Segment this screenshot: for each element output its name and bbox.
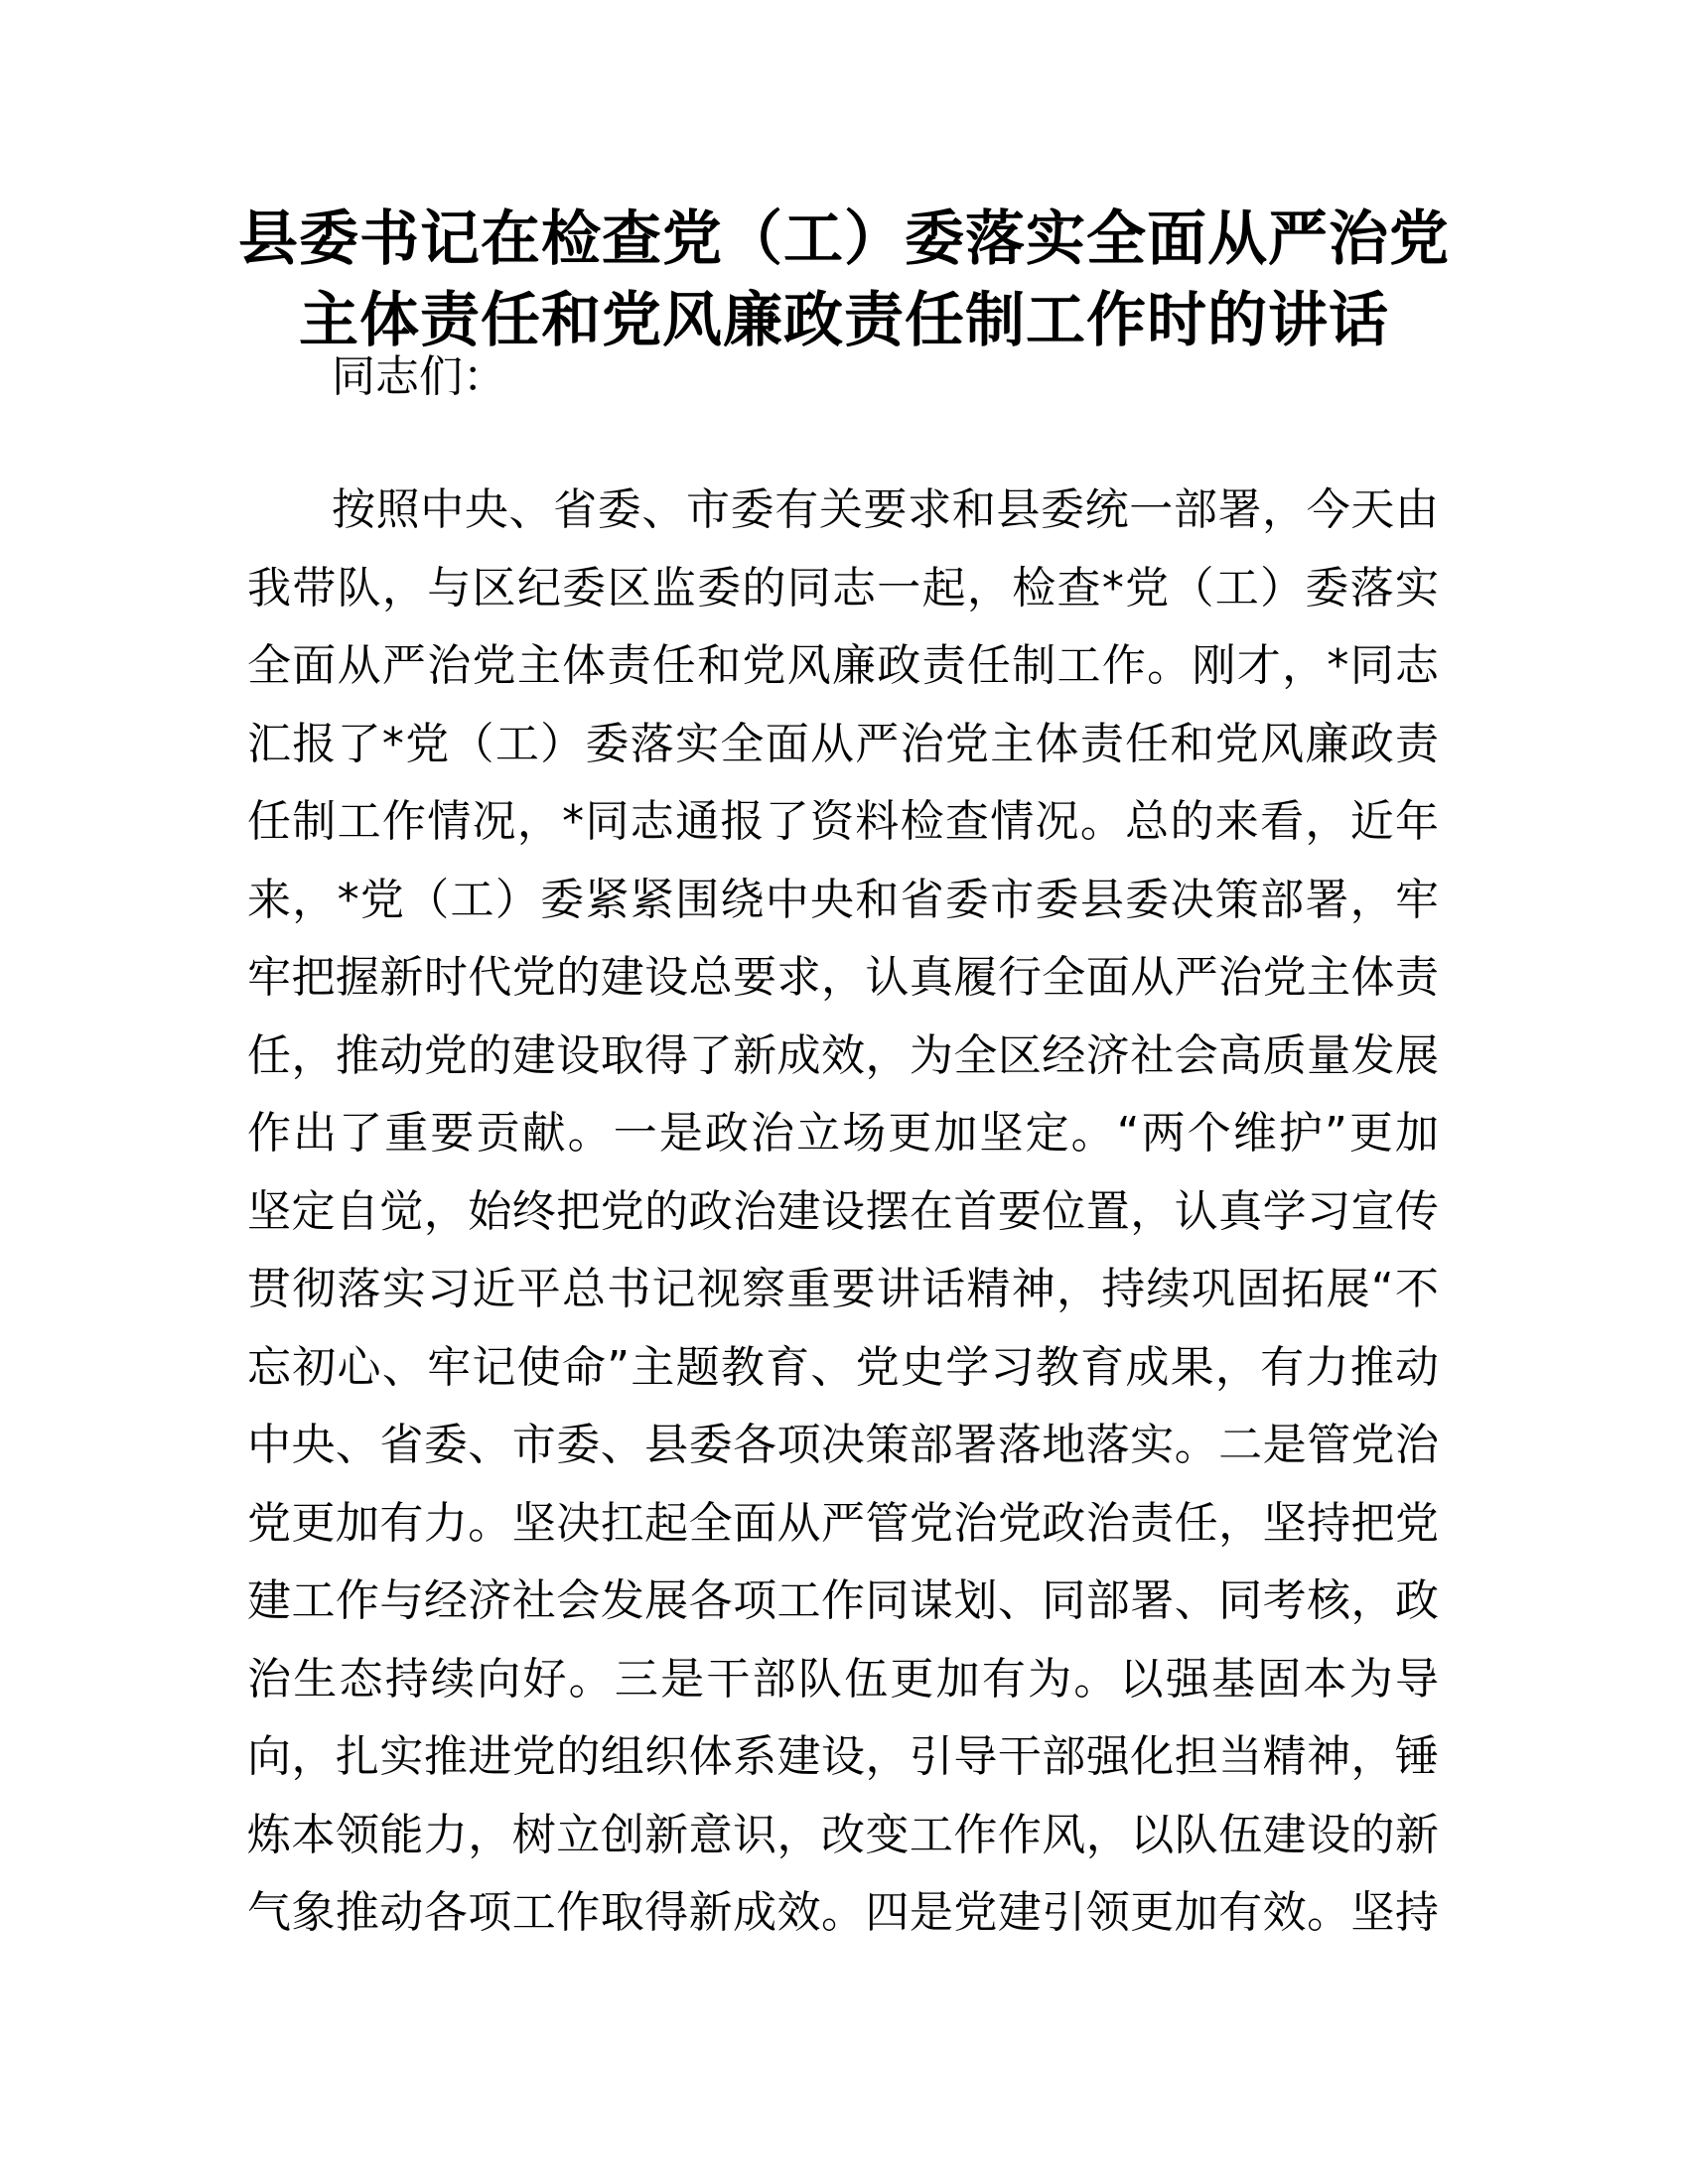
paragraph-line: 炼本领能力，树立创新意识，改变工作作风，以队伍建设的新 [247,1809,1439,1860]
paragraph-line: 坚定自觉，始终把党的政治建设摆在首要位置，认真学习宣传 [247,1185,1439,1237]
salutation: 同志们： [332,351,506,402]
paragraph-line: 全面从严治党主体责任和党风廉政责任制工作。刚才，*同志 [247,640,1439,691]
title-line: 主体责任和党风廉政责任制工作时的讲话 [299,286,1389,355]
paragraph-line: 任制工作情况，*同志通报了资料检查情况。总的来看，近年 [247,796,1439,847]
body-paragraph [247,472,1439,1953]
paragraph-line: 作出了重要贡献。一是政治立场更加坚定。“两个维护”更加 [247,1108,1439,1159]
paragraph-line: 建工作与经济社会发展各项工作同谋划、同部署、同考核，政 [247,1575,1439,1626]
paragraph-line: 汇报了*党（工）委落实全面从严治党主体责任和党风廉政责 [247,718,1439,769]
paragraph-line: 向，扎实推进党的组织体系建设，引导干部强化担当精神，锤 [247,1731,1439,1782]
paragraph-line: 牢把握新时代党的建设总要求，认真履行全面从严治党主体责 [247,952,1439,1003]
paragraph-line: 任，推动党的建设取得了新成效，为全区经济社会高质量发展 [247,1029,1439,1081]
paragraph-line: 党更加有力。坚决扛起全面从严管党治党政治责任，坚持把党 [247,1497,1439,1549]
document-title [199,199,1489,361]
paragraph-line: 贯彻落实习近平总书记视察重要讲话精神，持续巩固拓展“不 [247,1264,1439,1314]
paragraph-line: 来，*党（工）委紧紧围绕中央和省委市委县委决策部署，牢 [247,874,1439,925]
paragraph-line: 中央、省委、市委、县委各项决策部署落地落实。二是管党治 [247,1420,1439,1470]
title-line: 县委书记在检查党（工）委落实全面从严治党 [238,205,1450,274]
paragraph-line: 我带队，与区纪委区监委的同志一起，检查*党（工）委落实 [247,562,1439,614]
paragraph-line: 治生态持续向好。三是干部队伍更加有为。以强基固本为导 [247,1653,1439,1705]
paragraph-line: 气象推动各项工作取得新成效。四是党建引领更加有效。坚持 [247,1887,1439,1938]
paragraph-line: 忘初心、牢记使命”主题教育、党史学习教育成果，有力推动 [247,1341,1439,1393]
paragraph-line: 按照中央、省委、市委有关要求和县委统一部署，今天由 [332,484,1439,535]
